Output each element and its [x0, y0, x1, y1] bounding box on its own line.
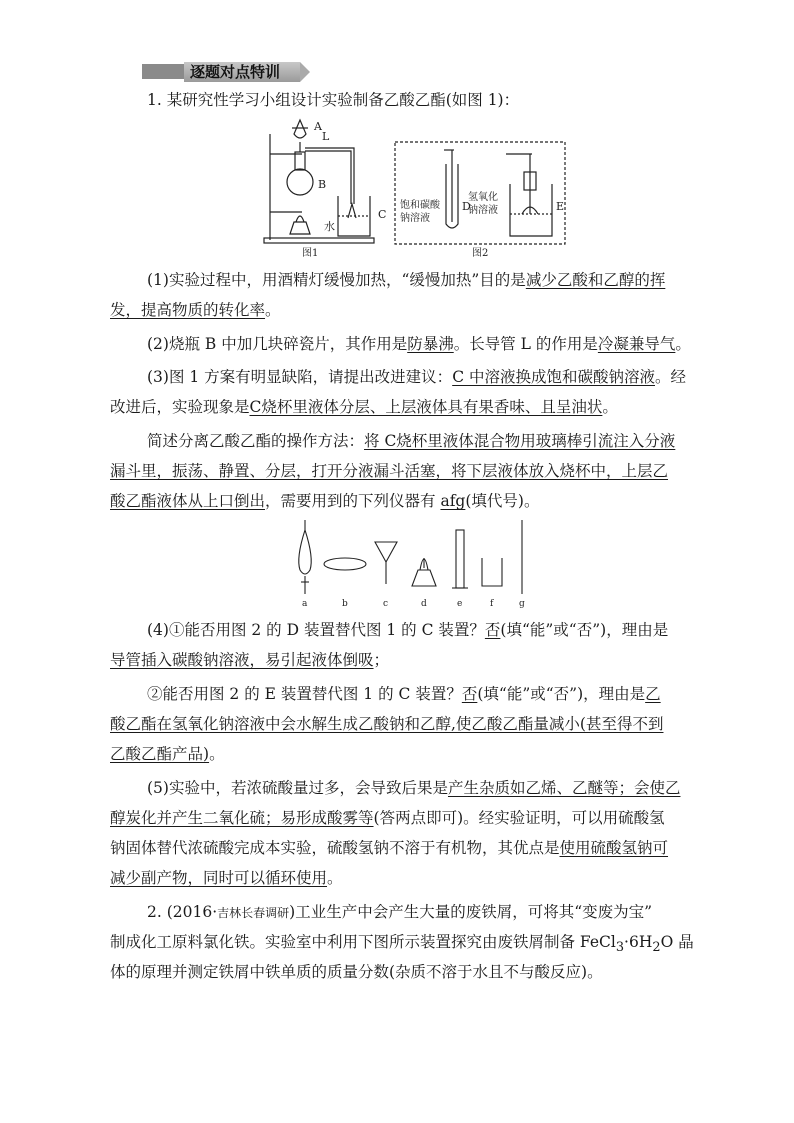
text: 。 [675, 335, 691, 353]
q2-line2 [110, 931, 694, 959]
answer: 使用硫酸氢钠可 [559, 839, 669, 857]
q1-p1-line1 [147, 269, 687, 291]
q1-p7-line2 [110, 807, 690, 829]
fig-sol1-line2: 钠溶液 [400, 213, 430, 224]
answer: 漏斗里，振荡、静置、分层，打开分液漏斗活塞，将下层液体放入烧杯中，上层乙 [110, 462, 669, 480]
text: (填“能”或“否”)，理由是 [477, 685, 646, 703]
answer: 导管插入碳酸钠溶液，易引起液体倒吸 [110, 651, 374, 669]
answer: C烧杯里液体分层、上层液体具有果香味、且呈油状 [249, 398, 603, 416]
text: (2)烧瓶 B 中加几块碎瓷片，其作用是 [147, 335, 408, 353]
text: 2. (2016· [147, 903, 218, 921]
q1-p2 [147, 333, 691, 355]
fig-label-L: L [322, 130, 330, 143]
source: 吉林长春调研 [217, 906, 290, 920]
answer: 酸乙酯在氢氧化钠溶液中会水解生成乙酸钠和乙醇,使乙酸乙酯量减小(甚至得不到 [110, 715, 664, 733]
fig-label-water: 水 [324, 220, 335, 233]
text: 制成化工原料氯化铁。实验室中利用下图所示装置探究由废铁屑制备 FeCl [110, 933, 616, 951]
fig-label-A: A [314, 120, 322, 133]
q1-p6-line1 [147, 683, 687, 705]
text: 。 [602, 398, 618, 416]
text: (填代号)。 [465, 492, 540, 510]
text: ②能否用图 2 的 E 装置替代图 1 的 C 装置？ [147, 685, 462, 703]
text: (1)实验过程中，用酒精灯缓慢加热，“缓慢加热”目的是 [147, 271, 526, 289]
q1-p6-line3 [110, 743, 690, 765]
figure-1-2 [262, 114, 572, 260]
banner-bar [142, 64, 184, 79]
text: ； [373, 651, 390, 669]
text: 。长导管 L 的作用是 [453, 335, 598, 353]
text: (填“能”或“否”)，理由是 [500, 621, 669, 639]
banner-title: 逐题对点特训 [184, 62, 300, 82]
app-label-d: d [421, 599, 427, 609]
text: (答两点即可)。经实验证明，可以用硫酸氢 [373, 809, 665, 827]
app-label-b: b [342, 599, 348, 609]
text: ，需要用到的下列仪器有 [265, 492, 441, 510]
q1-intro: 1. 某研究性学习小组设计实验制备乙酸乙酯(如图 1)： [147, 91, 520, 109]
text: (5)实验中，若浓硫酸量过多，会导致后果是 [147, 779, 448, 797]
answer: afg [440, 492, 466, 510]
answer: 酸乙酯液体从上口倒出 [110, 492, 266, 510]
q1-p6-line2 [110, 713, 690, 735]
answer: 否 [461, 685, 478, 703]
text: 。经 [654, 368, 686, 386]
q1-p7-line1 [147, 777, 687, 799]
app-label-f: f [490, 599, 494, 609]
answer: 减少副产物，同时可以循环使用 [110, 869, 328, 887]
fig-label-E: E [556, 200, 565, 213]
q2-line1 [147, 901, 687, 924]
q1-p4-line3 [110, 490, 690, 512]
answer: 发，提高物质的转化率 [110, 301, 266, 319]
q1-p3-line2 [110, 396, 690, 418]
text: 。 [265, 301, 281, 319]
q1-p7-line3 [110, 837, 690, 859]
q1-p5-line1 [147, 619, 687, 641]
answer: 防暴沸 [407, 335, 454, 353]
app-label-e: e [457, 599, 463, 609]
fig-label-B: B [318, 178, 327, 191]
fig-label-C: C [378, 208, 387, 221]
apparatus-figure [290, 518, 540, 610]
app-label-c: c [383, 599, 389, 609]
answer: 否 [484, 621, 501, 639]
text: (3)图 1 方案有明显缺陷，请提出改进建议： [147, 368, 453, 386]
fig-sol2-line1: 氢氧化 [468, 192, 498, 203]
q1-p5-line2 [110, 649, 690, 671]
answer: 乙 [645, 685, 661, 703]
fig-caption-2: 图2 [472, 248, 489, 259]
app-label-g: g [519, 599, 525, 609]
fig-sol2-line2: 钠溶液 [468, 205, 498, 216]
text: 改进后，实验现象是 [110, 398, 250, 416]
text: (4)①能否用图 2 的 D 装置替代图 1 的 C 装置？ [147, 621, 485, 639]
answer: C 中溶液换成饱和碳酸钠溶液 [452, 368, 655, 386]
subscript: 3 [615, 940, 625, 956]
fig-sol1-line1: 饱和碳酸 [400, 200, 440, 211]
section-banner [142, 61, 312, 83]
q1-p1-line2 [110, 299, 690, 321]
text: 。 [327, 869, 343, 887]
answer: 将 C烧杯里液体混合物用玻璃棒引流注入分液 [364, 432, 676, 450]
app-label-a: a [302, 599, 308, 609]
text: 简述分离乙酸乙酯的操作方法： [147, 432, 365, 450]
q1-p4-line1 [147, 430, 687, 452]
answer: 乙酸乙酯产品) [110, 745, 210, 763]
banner-arrow [300, 62, 310, 82]
answer: 冷凝兼导气 [597, 335, 676, 353]
fig-caption-1: 图1 [302, 248, 319, 259]
fig-label-D: D [462, 200, 471, 213]
q1-p7-line4 [110, 867, 690, 889]
text: O 晶 [660, 933, 694, 951]
text: )工业生产中会产生大量的废铁屑，可将其“变废为宝” [289, 903, 653, 921]
answer: 产生杂质如乙烯、乙醚等；会使乙 [447, 779, 681, 797]
subscript: 2 [652, 940, 661, 956]
text: 。 [209, 745, 225, 763]
answer: 醇炭化并产生二氧化硫；易形成酸雾等 [110, 809, 374, 827]
q1-p3-line1 [147, 366, 687, 388]
text: 钠固体替代浓硫酸完成本实验，硫酸氢钠不溶于有机物，其优点是 [110, 839, 560, 857]
q2-line3: 体的原理并测定铁屑中铁单质的质量分数(杂质不溶于水且不与酸反应)。 [110, 963, 603, 981]
text: ·6H [624, 933, 653, 951]
q1-p4-line2 [110, 460, 690, 482]
answer: 减少乙酸和乙醇的挥 [525, 271, 666, 289]
